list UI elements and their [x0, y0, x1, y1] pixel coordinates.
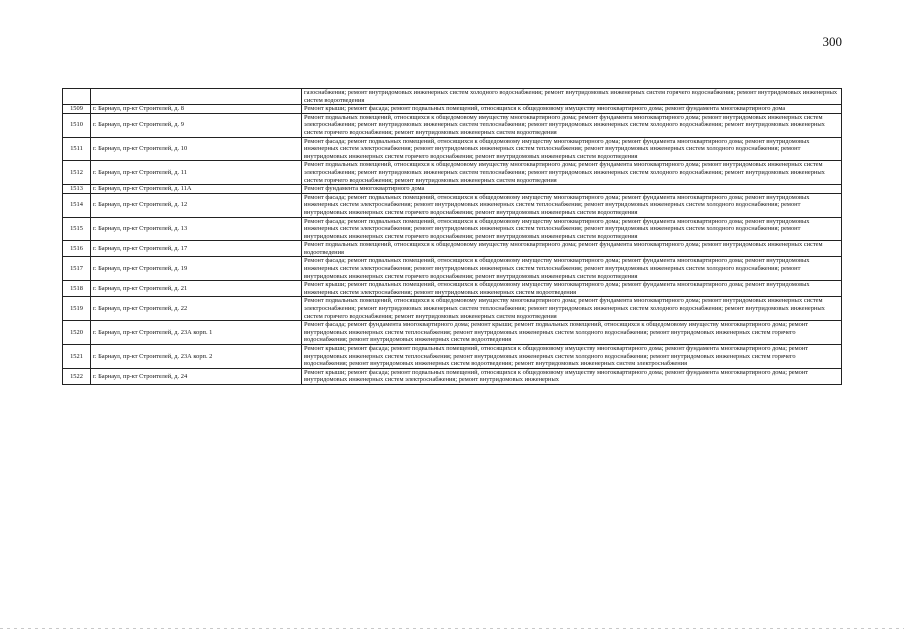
row-number-cell: 1514: [63, 193, 91, 217]
works-cell: Ремонт крыши; ремонт фасада; ремонт подвальных помещений, относящихся к общедомовому имуществу многоквартирного дома; ремонт фундамента многоквартирного дома: [302, 105, 842, 114]
address-cell: г. Барнаул, пр-кт Строителей, д. 10: [91, 137, 302, 161]
works-cell: Ремонт подвальных помещений, относящихся к общедомовому имуществу многоквартирного дома; ремонт фундамента многоквартирного дома; ремонт внутридомовых инженерных систем водоотведения: [302, 241, 842, 257]
table-row: [63, 321, 842, 345]
scan-edge-artifact: [0, 628, 904, 629]
table-row: [63, 161, 842, 185]
table-row: [63, 241, 842, 257]
works-cell: Ремонт фасада; ремонт подвальных помещений, относящихся к общедомовому имуществу многоквартирного дома; ремонт фундамента многоквартирного дома; ремонт внутридомовых инженерных систем электроснабжения; ремонт внутридомовых инженерных систем теплоснабжения; ремонт внутридомовых инженерных систем холодного водоснабжения; ремонт внутридомовых инженерных систем горячего водоснабжения; ремонт внутридомовых инженерных систем водоотведения: [302, 217, 842, 241]
table-row: [63, 185, 842, 194]
row-number-cell: 1518: [63, 281, 91, 297]
works-cell: Ремонт фасада; ремонт подвальных помещений, относящихся к общедомовому имуществу многоквартирного дома; ремонт фундамента многоквартирного дома; ремонт внутридомовых инженерных систем электроснабжения; ремонт внутридомовых инженерных систем теплоснабжения; ремонт внутридомовых инженерных систем холодного водоснабжения; ремонт внутридомовых инженерных систем горячего водоснабжения; ремонт внутридомовых инженерных систем водоотведения: [302, 137, 842, 161]
row-number-cell: 1520: [63, 321, 91, 345]
table-row: [63, 113, 842, 137]
table-row: [63, 137, 842, 161]
works-cell: Ремонт крыши; ремонт фасада; ремонт подвальных помещений, относящихся к общедомовому имуществу многоквартирного дома; ремонт фундамента многоквартирного дома; ремонт внутридомовых инженерных систем теплоснабжения; ремонт внутридомовых инженерных систем холодного водоснабжения; ремонт внутридомовых инженерных систем горячего водоснабжения; ремонт внутридомовых инженерных систем водоотведения; ремонт внутридомовых инженерных систем электроснабжения: [302, 345, 842, 369]
address-cell: г. Барнаул, пр-кт Строителей, д. 11: [91, 161, 302, 185]
works-cell: Ремонт подвальных помещений, относящихся к общедомовому имуществу многоквартирного дома; ремонт фундамента многоквартирного дома; ремонт внутридомовых инженерных систем электроснабжения; ремонт внутридомовых инженерных систем теплоснабжения; ремонт внутридомовых инженерных систем холодного водоснабжения; ремонт внутридомовых инженерных систем горячего водоснабжения; ремонт внутридомовых инженерных систем водоотведения: [302, 161, 842, 185]
works-cell: Ремонт фасада; ремонт подвальных помещений, относящихся к общедомовому имуществу многоквартирного дома; ремонт фундамента многоквартирного дома; ремонт внутридомовых инженерных систем электроснабжения; ремонт внутридомовых инженерных систем теплоснабжения; ремонт внутридомовых инженерных систем холодного водоснабжения; ремонт внутридомовых инженерных систем горячего водоснабжения; ремонт внутридомовых инженерных систем водоотведения: [302, 257, 842, 281]
works-cell: Ремонт крыши; ремонт подвальных помещений, относящихся к общедомовому имуществу многоквартирного дома; ремонт фундамента многоквартирного дома; ремонт внутридомовых инженерных систем электроснабжения; ремонт внутридомовых инженерных систем водоотведения: [302, 281, 842, 297]
table-row: [63, 105, 842, 114]
table-row: [63, 257, 842, 281]
row-number-cell: 1511: [63, 137, 91, 161]
works-cell: газоснабжения; ремонт внутридомовых инженерных систем холодного водоснабжения; ремонт внутридомовых инженерных систем горячего водоснабжения; ремонт внутридомовых инженерных систем водоотведения: [302, 89, 842, 105]
works-cell: Ремонт подвальных помещений, относящихся к общедомовому имуществу многоквартирного дома; ремонт фундамента многоквартирного дома; ремонт внутридомовых инженерных систем электроснабжения; ремонт внутридомовых инженерных систем теплоснабжения; ремонт внутридомовых инженерных систем холодного водоснабжения; ремонт внутридомовых инженерных систем горячего водоснабжения; ремонт внутридомовых инженерных систем водоотведения: [302, 297, 842, 321]
row-number-cell: [63, 89, 91, 105]
address-cell: г. Барнаул, пр-кт Строителей, д. 13: [91, 217, 302, 241]
works-cell: Ремонт фасада; ремонт фундамента многоквартирного дома; ремонт крыши; ремонт подвальных помещений, относящихся к общедомовому имуществу многоквартирного дома; ремонт внутридомовых инженерных систем теплоснабжения; ремонт внутридомовых инженерных систем холодного водоснабжения; ремонт внутридомовых инженерных систем горячего водоснабжения; ремонт внутридомовых инженерных систем водоотведения: [302, 321, 842, 345]
row-number-cell: 1521: [63, 345, 91, 369]
address-cell: г. Барнаул, пр-кт Строителей, д. 23А корп. 2: [91, 345, 302, 369]
address-cell: [91, 89, 302, 105]
row-number-cell: 1517: [63, 257, 91, 281]
row-number-cell: 1512: [63, 161, 91, 185]
address-cell: г. Барнаул, пр-кт Строителей, д. 24: [91, 368, 302, 384]
row-number-cell: 1516: [63, 241, 91, 257]
repair-works-table: [62, 88, 842, 385]
table-row: [63, 193, 842, 217]
works-cell: Ремонт подвальных помещений, относящихся к общедомовому имуществу многоквартирного дома; ремонт фундамента многоквартирного дома; ремонт внутридомовых инженерных систем электроснабжения; ремонт внутридомовых инженерных систем теплоснабжения; ремонт внутридомовых инженерных систем холодного водоснабжения; ремонт внутридомовых инженерных систем горячего водоснабжения; ремонт внутридомовых инженерных систем водоотведения: [302, 113, 842, 137]
row-number-cell: 1519: [63, 297, 91, 321]
table-row: [63, 89, 842, 105]
row-number-cell: 1510: [63, 113, 91, 137]
row-number-cell: 1522: [63, 368, 91, 384]
row-number-cell: 1515: [63, 217, 91, 241]
address-cell: г. Барнаул, пр-кт Строителей, д. 21: [91, 281, 302, 297]
table-row: [63, 345, 842, 369]
address-cell: г. Барнаул, пр-кт Строителей, д. 19: [91, 257, 302, 281]
address-cell: г. Барнаул, пр-кт Строителей, д. 17: [91, 241, 302, 257]
works-cell: Ремонт фасада; ремонт подвальных помещений, относящихся к общедомовому имуществу многоквартирного дома; ремонт фундамента многоквартирного дома; ремонт внутридомовых инженерных систем электроснабжения; ремонт внутридомовых инженерных систем теплоснабжения; ремонт внутридомовых инженерных систем холодного водоснабжения; ремонт внутридомовых инженерных систем горячего водоснабжения; ремонт внутридомовых инженерных систем водоотведения: [302, 193, 842, 217]
row-number-cell: 1509: [63, 105, 91, 114]
table-row: [63, 297, 842, 321]
table-row: [63, 217, 842, 241]
table-row: [63, 281, 842, 297]
row-number-cell: 1513: [63, 185, 91, 194]
address-cell: г. Барнаул, пр-кт Строителей, д. 9: [91, 113, 302, 137]
works-cell: Ремонт крыши; ремонт фасада; ремонт подвальных помещений, относящихся к общедомовому имуществу многоквартирного дома; ремонт фундамента многоквартирного дома; ремонт внутридомовых инженерных систем электроснабжения; ремонт внутридомовых инженерных: [302, 368, 842, 384]
address-cell: г. Барнаул, пр-кт Строителей, д. 12: [91, 193, 302, 217]
address-cell: г. Барнаул, пр-кт Строителей, д. 11А: [91, 185, 302, 194]
works-cell: Ремонт фундамента многоквартирного дома: [302, 185, 842, 194]
table-body: [63, 89, 842, 385]
table-row: [63, 368, 842, 384]
page-number: 300: [822, 34, 842, 49]
address-cell: г. Барнаул, пр-кт Строителей, д. 23А корп. 1: [91, 321, 302, 345]
address-cell: г. Барнаул, пр-кт Строителей, д. 22: [91, 297, 302, 321]
address-cell: г. Барнаул, пр-кт Строителей, д. 8: [91, 105, 302, 114]
